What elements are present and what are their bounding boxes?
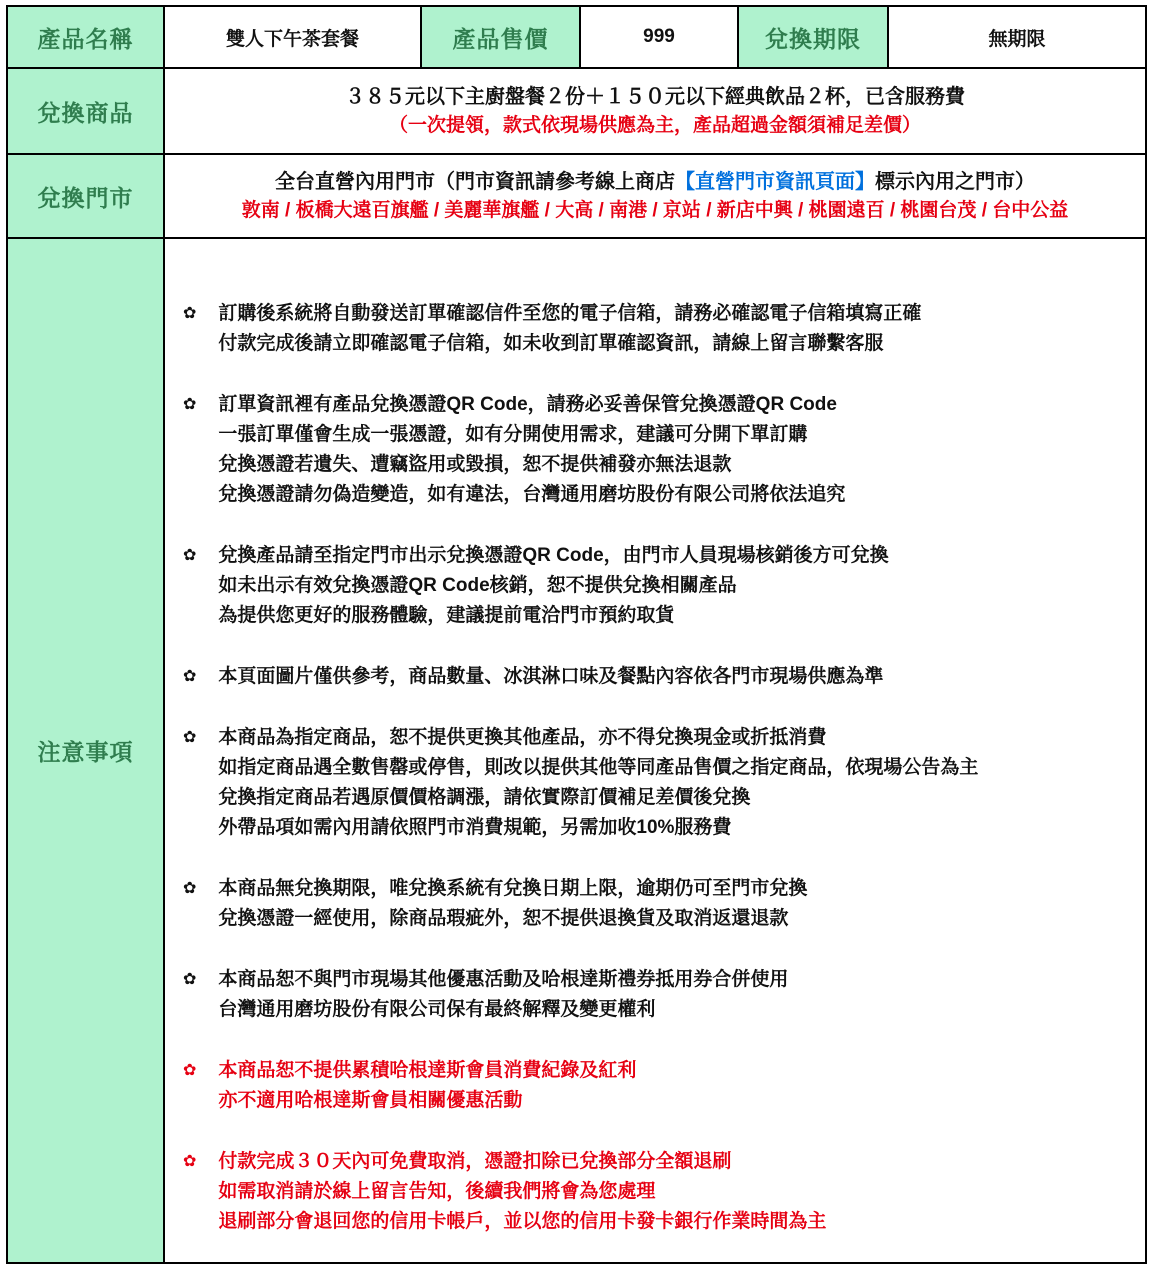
flower-bullet-icon: ✿ xyxy=(183,305,197,322)
flower-bullet-icon: ✿ xyxy=(183,547,197,564)
note-line: 付款完成後請立即確認電子信箱，如未收到訂單確認資訊，請線上留言聯繫客服 xyxy=(218,333,884,354)
note-line: 一張訂單僅會生成一張憑證，如有分開使用需求，建議可分開下單訂購 xyxy=(218,424,808,445)
note-line: 亦不適用哈根達斯會員相關優惠活動 xyxy=(218,1090,523,1111)
stores-text-prefix: 全台直營內用門市（門市資訊請參考線上商店 xyxy=(275,171,675,193)
note-lines xyxy=(218,299,921,359)
flower-bullet-icon: ✿ xyxy=(183,971,197,988)
flower-bullet-icon: ✿ xyxy=(183,668,197,685)
notes-row xyxy=(8,237,1145,1262)
note-line: 本商品恕不提供累積哈根達斯會員消費紀錄及紅利 xyxy=(218,1060,637,1081)
redeem-period-value: 無期限 xyxy=(887,7,1145,67)
note-line: 兌換憑證若遺失、遭竊盜用或毀損，恕不提供補發亦無法退款 xyxy=(218,454,732,475)
redeem-goods-content xyxy=(163,69,1145,153)
note-lines xyxy=(218,965,788,1025)
note-line: 兌換憑證請勿偽造變造，如有違法，台灣通用磨坊股份有限公司將依法追究 xyxy=(218,484,846,505)
redeem-stores-row xyxy=(8,153,1145,237)
redeem-stores-content xyxy=(163,155,1145,237)
header-row xyxy=(8,7,1145,67)
flower-bullet-icon: ✿ xyxy=(183,396,197,413)
flower-bullet-icon: ✿ xyxy=(183,1153,197,1170)
note-item xyxy=(173,662,883,692)
stores-text-suffix: 標示內用之門市） xyxy=(875,171,1035,193)
note-item xyxy=(173,1056,636,1116)
product-info-table xyxy=(6,5,1147,1264)
note-lines xyxy=(218,874,807,934)
note-line: 本頁面圖片僅供參考，商品數量、冰淇淋口味及餐點內容依各門市現場供應為準 xyxy=(218,666,884,687)
note-item xyxy=(173,1147,826,1237)
redeem-goods-red-note: （一次提領，款式依現場供應為主，產品超過金額須補足差價） xyxy=(388,115,921,136)
redeem-goods-label: 兌換商品 xyxy=(8,69,163,153)
redeem-period-label: 兌換期限 xyxy=(737,7,887,67)
notes-label: 注意事項 xyxy=(8,239,163,1262)
flower-bullet-icon: ✿ xyxy=(183,729,197,746)
note-line: 如需取消請於線上留言告知，後續我們將會為您處理 xyxy=(218,1181,656,1202)
note-line: 台灣通用磨坊股份有限公司保有最終解釋及變更權利 xyxy=(218,999,656,1020)
note-lines xyxy=(218,723,978,843)
note-lines xyxy=(218,1056,636,1116)
note-line: 本商品無兌換期限，唯兌換系統有兌換日期上限，逾期仍可至門市兌換 xyxy=(218,878,808,899)
store-info-link[interactable]: 【直營門市資訊頁面】 xyxy=(675,171,875,193)
note-line: 外帶品項如需內用請依照門市消費規範，另需加收10%服務費 xyxy=(218,817,732,838)
note-item xyxy=(173,965,788,1025)
notes-list xyxy=(163,239,1145,1262)
product-price-value: 999 xyxy=(579,7,737,67)
note-item xyxy=(173,541,889,631)
store-list-text: 敦南 / 板橋大遠百旗艦 / 美麗華旗艦 / 大高 / 南港 / 京站 / 新店中興 / 桃園遠百 / 桃園台茂 / 台中公益 xyxy=(241,200,1069,221)
note-line: 本商品為指定商品，恕不提供更換其他產品，亦不得兌換現金或折抵消費 xyxy=(218,727,827,748)
note-line: 本商品恕不與門市現場其他優惠活動及哈根達斯禮券抵用券合併使用 xyxy=(218,969,789,990)
note-item xyxy=(173,874,807,934)
note-line: 兌換憑證一經使用，除商品瑕疵外，恕不提供退換貨及取消返還退款 xyxy=(218,908,789,929)
note-line: 兌換產品請至指定門市出示兌換憑證QR Code，由門市人員現場核銷後方可兌換 xyxy=(218,545,889,566)
product-price-label: 產品售價 xyxy=(420,7,579,67)
redeem-stores-main-text xyxy=(275,167,1035,197)
note-lines xyxy=(218,541,888,631)
note-line: 如指定商品遇全數售罄或停售，則改以提供其他等同產品售價之指定商品，依現場公告為主 xyxy=(218,757,979,778)
note-line: 兌換指定商品若遇原價價格調漲，請依實際訂價補足差價後兌換 xyxy=(218,787,751,808)
note-line: 如未出示有效兌換憑證QR Code核銷，恕不提供兌換相關產品 xyxy=(218,575,737,596)
note-lines xyxy=(218,662,883,692)
redeem-goods-main-text: ３８５元以下主廚盤餐２份＋１５０元以下經典飲品２杯，已含服務費 xyxy=(345,86,965,108)
note-line: 付款完成３０天內可免費取消，憑證扣除已兌換部分全額退刷 xyxy=(218,1151,732,1172)
note-line: 退刷部分會退回您的信用卡帳戶，並以您的信用卡發卡銀行作業時間為主 xyxy=(218,1211,827,1232)
flower-bullet-icon: ✿ xyxy=(183,1062,197,1079)
flower-bullet-icon: ✿ xyxy=(183,880,197,897)
note-item xyxy=(173,723,978,843)
redeem-goods-row xyxy=(8,67,1145,153)
note-line: 訂單資訊裡有產品兌換憑證QR Code，請務必妥善保管兌換憑證QR Code xyxy=(218,394,837,415)
note-item xyxy=(173,299,921,359)
note-line: 訂購後系統將自動發送訂單確認信件至您的電子信箱，請務必確認電子信箱填寫正確 xyxy=(218,303,922,324)
note-line: 為提供您更好的服務體驗，建議提前電洽門市預約取貨 xyxy=(218,605,675,626)
product-name-value: 雙人下午茶套餐 xyxy=(163,7,420,67)
redeem-stores-label: 兌換門市 xyxy=(8,155,163,237)
note-lines xyxy=(218,1147,826,1237)
product-name-label: 產品名稱 xyxy=(8,7,163,67)
note-lines xyxy=(218,390,845,510)
note-item xyxy=(173,390,845,510)
